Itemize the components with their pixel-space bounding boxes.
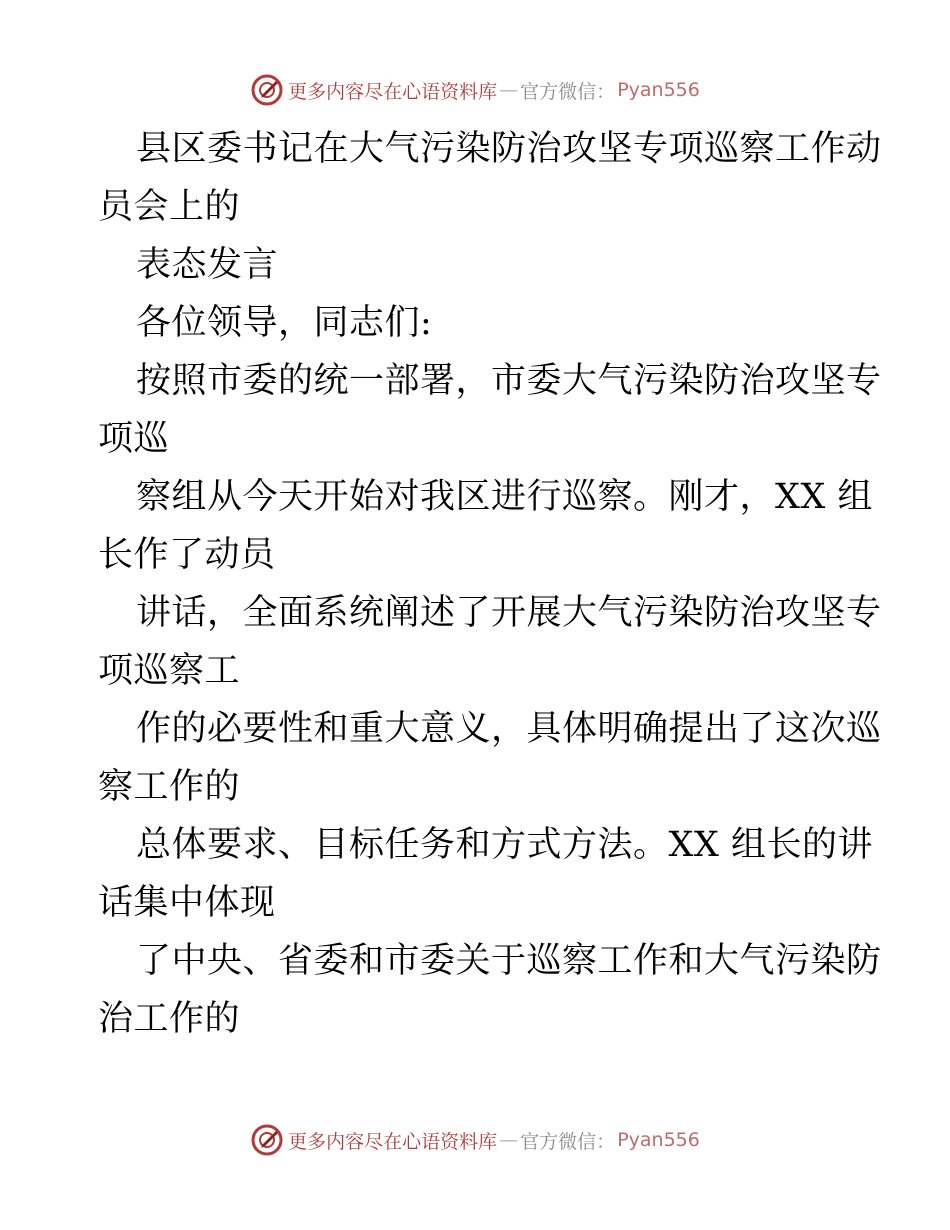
text-line: 察组从今天开始对我区进行巡察。刚才，XX 组 [136, 477, 873, 517]
text-line: 县区委书记在大气污染防治攻坚专项巡察工作动 [136, 129, 882, 169]
header-watermark [0, 70, 950, 110]
text-line: 长作了动员 [98, 535, 276, 575]
text-line: 察工作的 [98, 767, 241, 807]
text-line: 按照市委的统一部署，市委大气污染防治攻坚专 [136, 361, 882, 401]
watermark-separator: — [499, 79, 519, 101]
watermark-separator: — [499, 1129, 519, 1151]
text-line: 各位领导，同志们: [136, 303, 433, 343]
logo-icon [250, 1123, 284, 1157]
text-line: 总体要求、目标任务和方式方法。XX 组长的讲 [136, 825, 873, 865]
watermark-wechat-label: 官方微信： [520, 1130, 616, 1153]
watermark-wechat-label: 官方微信： [520, 80, 616, 103]
text-line: 讲话，全面系统阐述了开展大气污染防治攻坚专 [136, 593, 882, 633]
text-line: 项巡察工 [98, 651, 241, 691]
text-line: 项巡 [98, 419, 170, 459]
watermark-wechat-id: Pyan556 [617, 79, 700, 101]
text-line: 作的必要性和重大意义，具体明确提出了这次巡 [136, 709, 882, 749]
text-line: 员会上的 [98, 187, 241, 227]
document-body [98, 120, 882, 1048]
logo-icon [250, 73, 284, 107]
watermark-wechat-id: Pyan556 [617, 1129, 700, 1151]
watermark-text: 更多内容尽在心语资料库 [288, 1130, 498, 1153]
text-line: 治工作的 [98, 999, 241, 1039]
text-line: 表态发言 [136, 245, 279, 285]
watermark-text: 更多内容尽在心语资料库 [288, 80, 498, 103]
text-line: 话集中体现 [98, 883, 276, 923]
text-line: 了中央、省委和市委关于巡察工作和大气污染防 [136, 941, 882, 981]
footer-watermark [0, 1120, 950, 1160]
